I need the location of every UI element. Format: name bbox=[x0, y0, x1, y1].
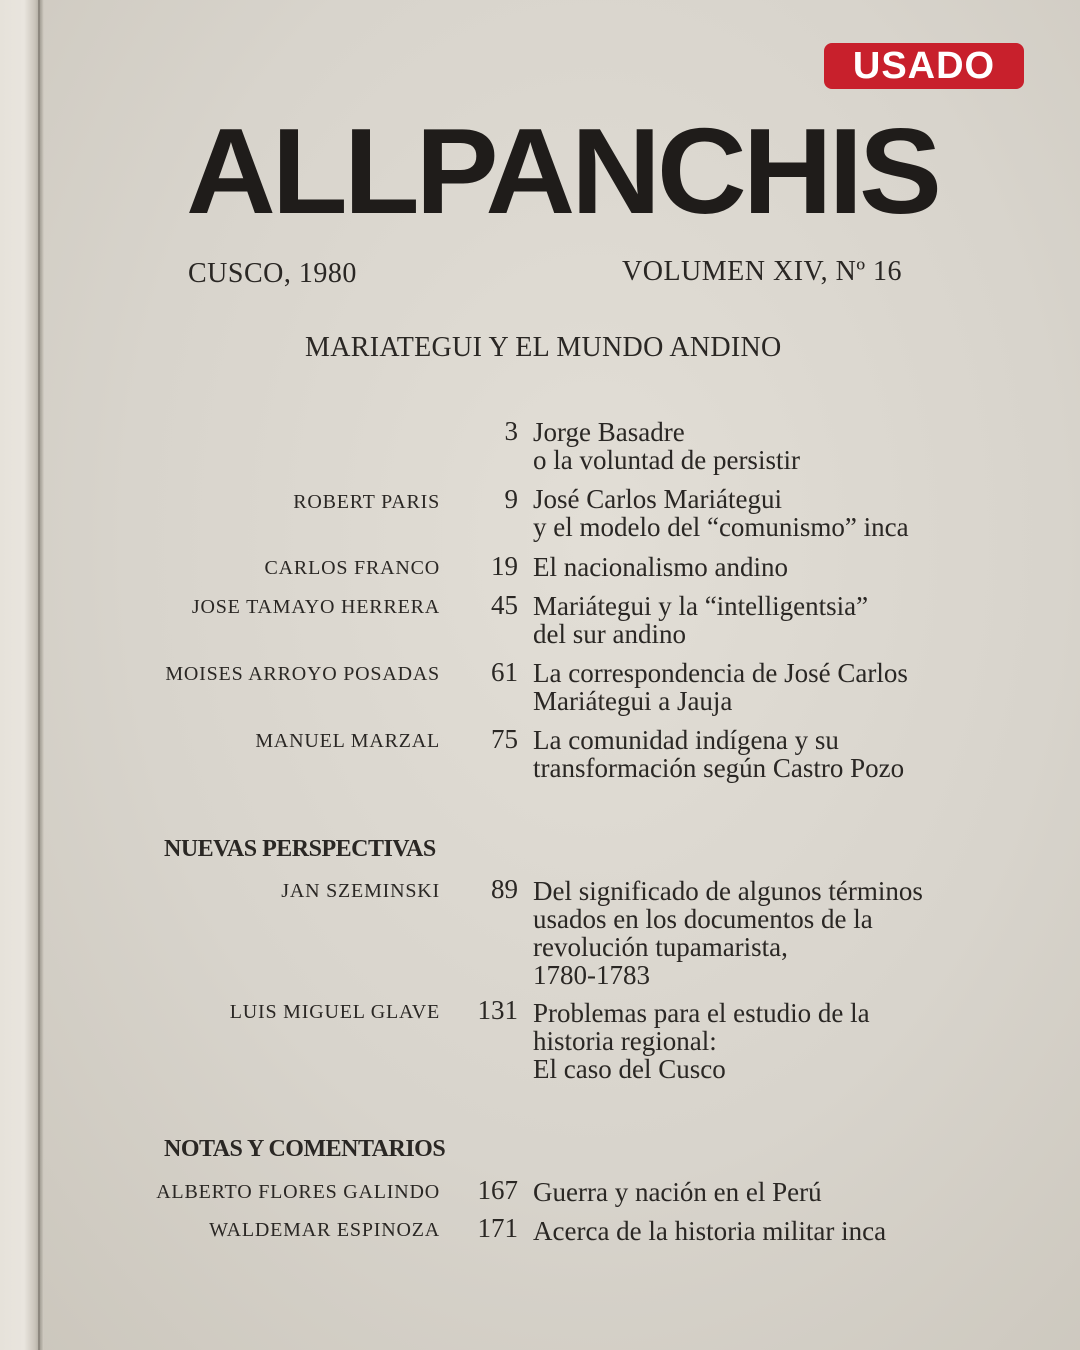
journal-masthead: ALLPANCHIS bbox=[186, 103, 938, 239]
toc-author: MANUEL MARZAL bbox=[255, 730, 440, 752]
toc-author: ALBERTO FLORES GALINDO bbox=[156, 1181, 440, 1203]
toc-entry-title: Mariátegui y la “intelligentsia” del sur andino bbox=[533, 591, 869, 649]
toc-page-number: 75 bbox=[491, 724, 518, 754]
toc-page-number: 9 bbox=[504, 484, 518, 514]
toc-author: JOSE TAMAYO HERRERA bbox=[191, 596, 440, 618]
toc-author: ROBERT PARIS bbox=[293, 491, 440, 513]
toc-entry-title: El nacionalismo andino bbox=[533, 552, 788, 582]
toc-entry-title: Acerca de la historia militar inca bbox=[533, 1216, 887, 1246]
toc-page-number: 131 bbox=[477, 995, 518, 1025]
spine-fold-line bbox=[38, 0, 40, 1350]
toc-entry-title: Problemas para el estudio de la historia regional: El caso del Cusco bbox=[533, 998, 870, 1084]
toc-page-number: 19 bbox=[491, 551, 518, 581]
used-condition-badge: USADO bbox=[824, 43, 1024, 89]
toc-author: MOISES ARROYO POSADAS bbox=[165, 663, 440, 685]
toc-author: WALDEMAR ESPINOZA bbox=[209, 1219, 440, 1241]
toc-page-number: 3 bbox=[504, 416, 518, 446]
toc-page-number: 171 bbox=[477, 1213, 518, 1243]
toc-entry-title: La correspondencia de José Carlos Mariátegui a Jauja bbox=[533, 658, 908, 716]
section-heading-notas-comentarios: NOTAS Y COMENTARIOS bbox=[164, 1136, 446, 1162]
issue-title: MARIATEGUI Y EL MUNDO ANDINO bbox=[305, 332, 782, 363]
toc-entry-title: Guerra y nación en el Perú bbox=[533, 1177, 822, 1207]
toc-page-number: 45 bbox=[491, 590, 518, 620]
toc-author: LUIS MIGUEL GLAVE bbox=[229, 1001, 440, 1023]
toc-entry-title: Del significado de algunos términos usados en los documentos de la revolución tupamarista, 1780-1783 bbox=[533, 876, 923, 990]
place-date: CUSCO, 1980 bbox=[188, 258, 357, 289]
toc-entry-title: José Carlos Mariátegui y el modelo del “comunismo” inca bbox=[533, 484, 909, 542]
toc-page-number: 61 bbox=[491, 657, 518, 687]
toc-author: JAN SZEMINSKI bbox=[281, 880, 440, 902]
toc-entry-title: Jorge Basadre o la voluntad de persistir bbox=[533, 417, 800, 475]
toc-page-number: 89 bbox=[491, 874, 518, 904]
volume-number: VOLUMEN XIV, Nº 16 bbox=[622, 256, 903, 287]
section-heading-nuevas-perspectivas: NUEVAS PERSPECTIVAS bbox=[164, 836, 436, 862]
toc-page-number: 167 bbox=[477, 1175, 518, 1205]
toc-author: CARLOS FRANCO bbox=[264, 557, 440, 579]
toc-entry-title: La comunidad indígena y su transformación según Castro Pozo bbox=[533, 725, 905, 783]
